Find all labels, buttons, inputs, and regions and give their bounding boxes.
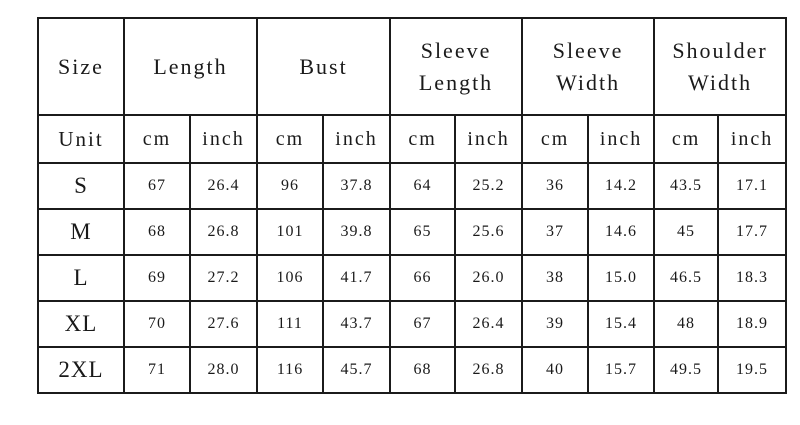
value-cell: 18.9 xyxy=(718,301,786,347)
value-cell: 65 xyxy=(390,209,455,255)
header-group-row xyxy=(38,18,786,115)
value-cell: 96 xyxy=(257,163,323,209)
value-cell: 14.6 xyxy=(588,209,654,255)
value-cell: 18.3 xyxy=(718,255,786,301)
unit-row xyxy=(38,115,786,163)
table-row xyxy=(38,255,786,301)
value-cell: 14.2 xyxy=(588,163,654,209)
value-cell: 116 xyxy=(257,347,323,393)
value-cell: 26.4 xyxy=(190,163,257,209)
value-cell: 66 xyxy=(390,255,455,301)
unit-cell: inch xyxy=(588,115,654,163)
value-cell: 67 xyxy=(390,301,455,347)
value-cell: 39 xyxy=(522,301,588,347)
value-cell: 67 xyxy=(124,163,190,209)
unit-cell: inch xyxy=(718,115,786,163)
value-cell: 106 xyxy=(257,255,323,301)
size-chart-table xyxy=(37,17,787,394)
value-cell: 64 xyxy=(390,163,455,209)
value-cell: 15.0 xyxy=(588,255,654,301)
value-cell: 26.4 xyxy=(455,301,522,347)
size-chart-body xyxy=(38,163,786,393)
value-cell: 45.7 xyxy=(323,347,390,393)
size-cell: L xyxy=(38,255,124,301)
size-cell: 2XL xyxy=(38,347,124,393)
value-cell: 70 xyxy=(124,301,190,347)
value-cell: 40 xyxy=(522,347,588,393)
unit-cell: cm xyxy=(522,115,588,163)
header-group-length: Length xyxy=(124,18,257,115)
header-group-bust: Bust xyxy=(257,18,390,115)
unit-cell: cm xyxy=(390,115,455,163)
value-cell: 46.5 xyxy=(654,255,718,301)
value-cell: 101 xyxy=(257,209,323,255)
value-cell: 17.1 xyxy=(718,163,786,209)
value-cell: 26.8 xyxy=(190,209,257,255)
table-row xyxy=(38,163,786,209)
value-cell: 25.2 xyxy=(455,163,522,209)
table-row xyxy=(38,209,786,255)
value-cell: 19.5 xyxy=(718,347,786,393)
value-cell: 37 xyxy=(522,209,588,255)
value-cell: 71 xyxy=(124,347,190,393)
unit-cell: inch xyxy=(323,115,390,163)
header-group-sleeve-width: Sleeve Width xyxy=(522,18,654,115)
unit-row-label: Unit xyxy=(38,115,124,163)
value-cell: 49.5 xyxy=(654,347,718,393)
table-row xyxy=(38,301,786,347)
value-cell: 111 xyxy=(257,301,323,347)
value-cell: 26.0 xyxy=(455,255,522,301)
unit-cell: cm xyxy=(257,115,323,163)
value-cell: 26.8 xyxy=(455,347,522,393)
value-cell: 36 xyxy=(522,163,588,209)
value-cell: 38 xyxy=(522,255,588,301)
value-cell: 27.6 xyxy=(190,301,257,347)
value-cell: 69 xyxy=(124,255,190,301)
value-cell: 25.6 xyxy=(455,209,522,255)
size-cell: XL xyxy=(38,301,124,347)
value-cell: 45 xyxy=(654,209,718,255)
size-cell: M xyxy=(38,209,124,255)
header-group-shoulder-width: Shoulder Width xyxy=(654,18,786,115)
unit-cell: cm xyxy=(124,115,190,163)
value-cell: 27.2 xyxy=(190,255,257,301)
value-cell: 41.7 xyxy=(323,255,390,301)
value-cell: 15.7 xyxy=(588,347,654,393)
header-group-sleeve-length: Sleeve Length xyxy=(390,18,522,115)
value-cell: 48 xyxy=(654,301,718,347)
value-cell: 39.8 xyxy=(323,209,390,255)
value-cell: 37.8 xyxy=(323,163,390,209)
value-cell: 68 xyxy=(390,347,455,393)
unit-cell: inch xyxy=(455,115,522,163)
value-cell: 43.5 xyxy=(654,163,718,209)
value-cell: 43.7 xyxy=(323,301,390,347)
size-chart xyxy=(37,17,787,394)
size-cell: S xyxy=(38,163,124,209)
unit-cell: cm xyxy=(654,115,718,163)
value-cell: 68 xyxy=(124,209,190,255)
header-group-size: Size xyxy=(38,18,124,115)
unit-cell: inch xyxy=(190,115,257,163)
value-cell: 17.7 xyxy=(718,209,786,255)
table-row xyxy=(38,347,786,393)
value-cell: 28.0 xyxy=(190,347,257,393)
value-cell: 15.4 xyxy=(588,301,654,347)
